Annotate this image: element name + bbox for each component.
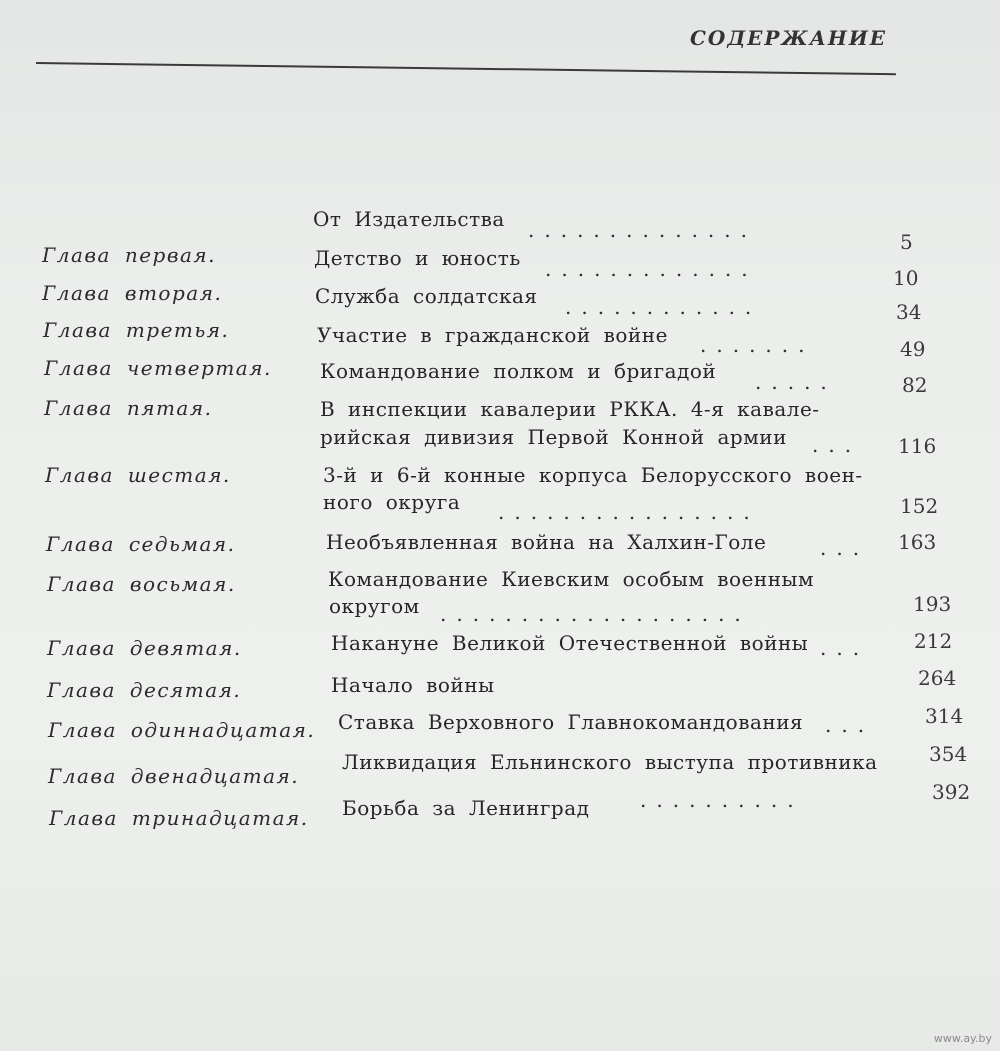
chapter-label: Глава пятая.: [44, 396, 213, 420]
chapter-label: Глава восьмая.: [47, 572, 236, 596]
dot-leader: ..........: [640, 788, 804, 812]
toc-page-number: 264: [918, 666, 957, 690]
chapter-label: Глава вторая.: [42, 281, 223, 305]
dot-leader: .....: [755, 370, 837, 394]
show-through-text: [300, 975, 920, 1045]
toc-entry-title: Детство и юность: [314, 246, 521, 270]
toc-entry-title: В инспекции кавалерии РККА. 4-я кавале-: [320, 397, 820, 421]
page-header-title: СОДЕРЖАНИЕ: [690, 26, 887, 50]
chapter-label: Глава десятая.: [47, 678, 242, 702]
toc-entry-title: Ликвидация Ельнинского выступа противника: [342, 750, 878, 774]
dot-leader: ..............: [528, 218, 758, 242]
toc-page-number: 212: [914, 629, 953, 653]
toc-entry-title: Начало войны: [331, 673, 495, 697]
chapter-label: Глава одиннадцатая.: [48, 718, 316, 742]
toc-entry-title-continued: округом: [329, 594, 420, 618]
toc-page-number: 354: [929, 742, 968, 766]
toc-page-number: 82: [902, 373, 928, 397]
toc-entry-title: Накануне Великой Отечественной войны: [331, 631, 809, 655]
chapter-label: Глава тринадцатая.: [49, 806, 309, 830]
dot-leader: ...: [812, 433, 862, 457]
dot-leader: .............: [545, 257, 758, 281]
toc-page-number: 314: [925, 704, 964, 728]
dot-leader: ................: [498, 500, 760, 524]
toc-page-number: 152: [900, 494, 939, 518]
chapter-label: Глава шестая.: [45, 463, 231, 487]
chapter-label: Глава двенадцатая.: [48, 764, 300, 788]
toc-entry-title: От Издательства: [313, 207, 505, 231]
chapter-label: Глава девятая.: [47, 636, 242, 660]
dot-leader: ...: [825, 713, 875, 737]
dot-leader: ...................: [440, 602, 751, 626]
toc-page-number: 34: [896, 300, 922, 324]
toc-page-number: 193: [913, 592, 952, 616]
toc-page-number: 116: [898, 434, 937, 458]
toc-page-number: 49: [900, 337, 926, 361]
chapter-label: Глава седьмая.: [46, 532, 236, 556]
toc-entry-title: Ставка Верховного Главнокомандования: [338, 710, 804, 734]
toc-page-number: 392: [932, 780, 971, 804]
chapter-label: Глава четвертая.: [44, 356, 272, 380]
toc-entry-title: Командование полком и бригадой: [320, 359, 717, 383]
toc-entry-title: Необъявленная война на Халхин-Голе: [326, 530, 767, 554]
toc-page-number: 10: [893, 266, 919, 290]
chapter-label: Глава третья.: [43, 318, 230, 342]
toc-entry-title: Борьба за Ленинград: [342, 796, 590, 820]
toc-entry-title: Служба солдатская: [315, 284, 538, 308]
toc-entry-title-continued: рийская дивизия Первой Конной армии: [320, 425, 787, 449]
dot-leader: .......: [700, 333, 815, 357]
toc-page-number: 163: [898, 530, 937, 554]
dot-leader: ...: [820, 536, 870, 560]
toc-page-number: 5: [900, 230, 913, 254]
dot-leader: ...: [820, 636, 870, 660]
toc-entry-title: Командование Киевским особым военным: [328, 567, 814, 591]
chapter-label: Глава первая.: [42, 243, 217, 267]
toc-entry-title: Участие в гражданской войне: [317, 323, 668, 347]
toc-entry-title-continued: ного округа: [323, 490, 461, 514]
dot-leader: ............: [565, 295, 762, 319]
site-watermark: www.ay.by: [933, 1032, 992, 1045]
toc-entry-title: 3-й и 6-й конные корпуса Белорусского воен-: [323, 463, 863, 487]
